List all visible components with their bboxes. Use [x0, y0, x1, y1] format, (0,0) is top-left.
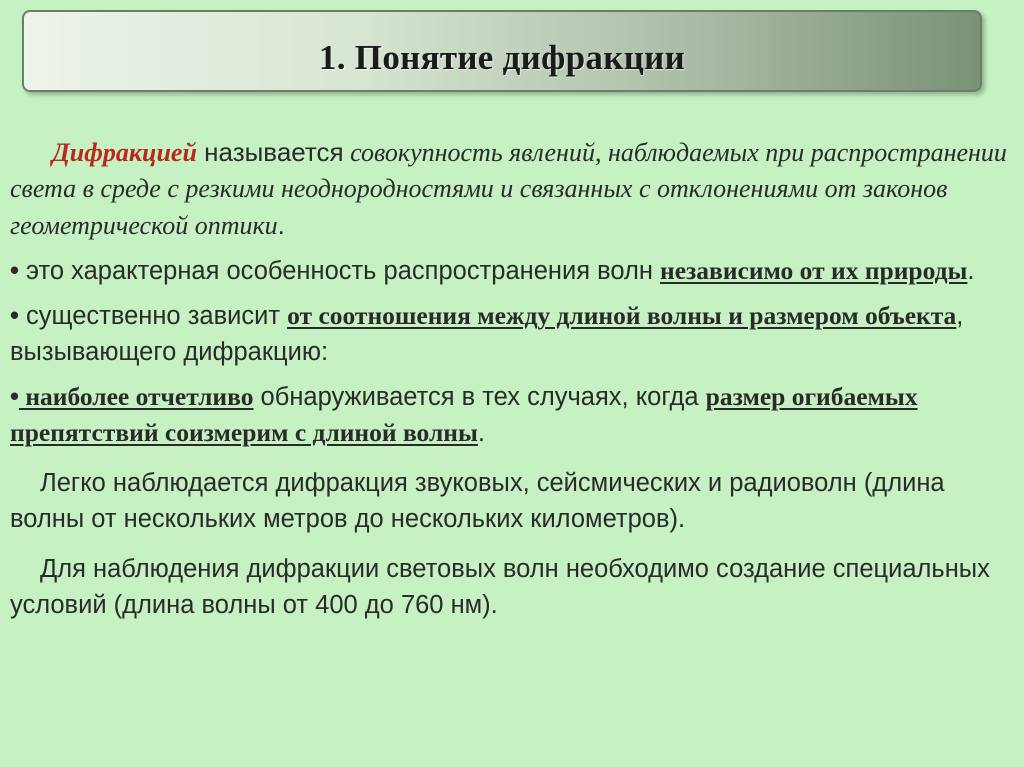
bullet-text-end: .: [477, 419, 485, 447]
slide-content: [10, 134, 1010, 623]
slide-title: 1. Понятие дифракции: [318, 38, 686, 77]
bullet-emphasis: от соотношения между длиной волны и размером объекта: [287, 301, 957, 330]
bullet-dot: •: [10, 302, 19, 330]
bullet-item-1: [10, 253, 1010, 289]
bullet-item-2: [10, 298, 1010, 370]
bullet-emphasis-2: размер огибаемых препятствий соизмерим с длиной волны: [10, 382, 918, 447]
bullet-emphasis: независимо от их природы: [660, 256, 968, 285]
bullet-text-end: .: [967, 257, 975, 285]
definition-end: .: [277, 210, 285, 240]
note-paragraph-radio: Легко наблюдается дифракция звуковых, сейсмических и радиоволн (длина волны от нескольких метров до нескольких километров).: [10, 469, 945, 533]
title-bar: [22, 10, 982, 92]
bullet-text: это характерная особенность распространения волн: [18, 257, 661, 285]
note-paragraph-light: Для наблюдения дифракции световых волн необходимо создание специальных условий (длина волны от 400 до 760 нм).: [10, 555, 990, 619]
bullet-emphasis: наиболее отчетливо: [18, 382, 254, 411]
bullet-item-3: [10, 379, 1010, 451]
bullet-dot: •: [10, 257, 19, 285]
definition-term: Дифракцией: [52, 138, 197, 167]
definition-verb: называется: [196, 137, 344, 167]
bullet-text: существенно зависит: [18, 302, 288, 330]
bullet-text: обнаруживается в тех случаях, когда: [253, 383, 706, 411]
bullet-text-end: , вызывающего дифракцию:: [10, 302, 964, 366]
definition-paragraph: [10, 134, 1010, 244]
definition-text: совокупность явлений, наблюдаемых при распространении света в среде с резкими неоднородностями и связанных с отклонениями от законов геометрической оптики: [10, 138, 1007, 240]
bullet-dot: •: [10, 383, 19, 411]
